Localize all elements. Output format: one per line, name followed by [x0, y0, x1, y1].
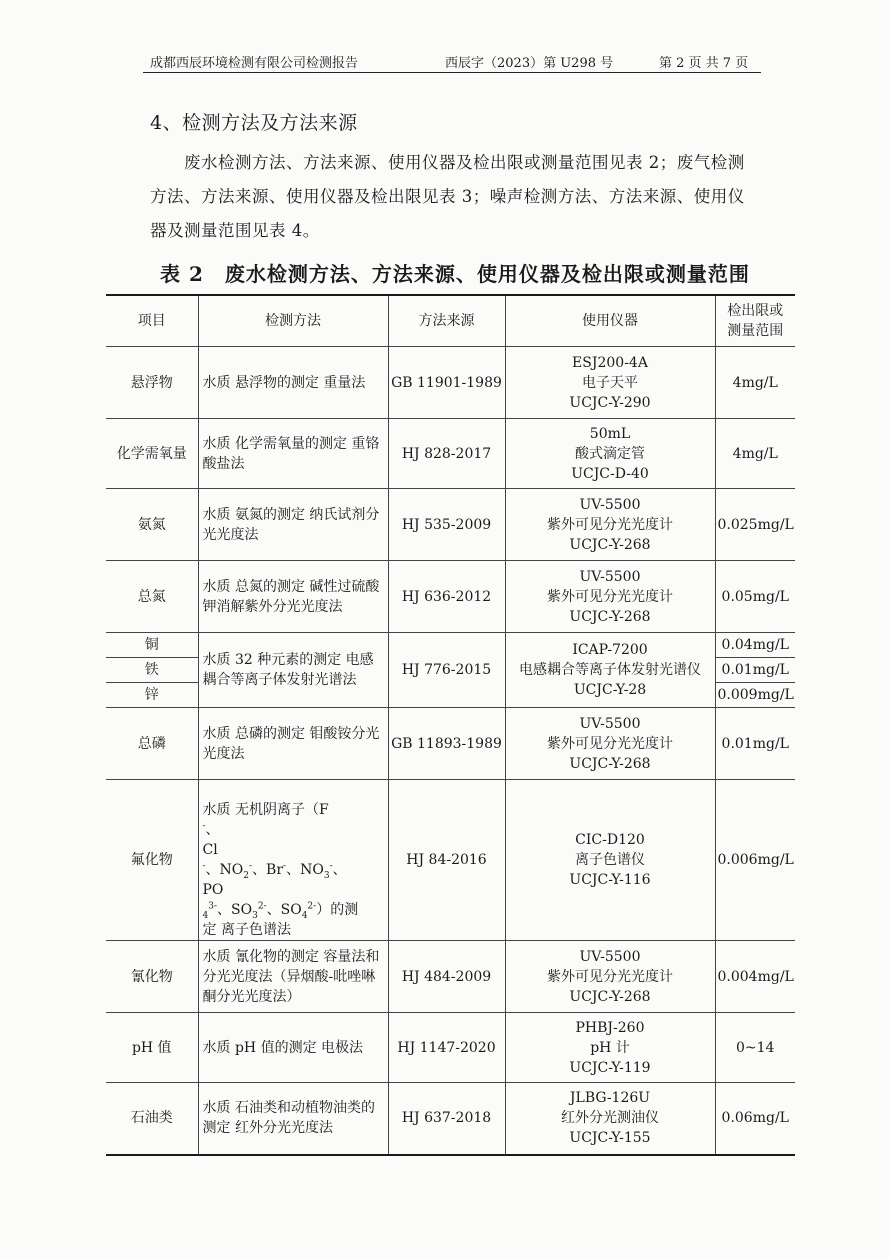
- cell-instrument: UV-5500 紫外可见分光光度计 UCJC-Y-268: [505, 561, 715, 633]
- cell-item: 总磷: [106, 708, 198, 780]
- cell-item: pH 值: [106, 1013, 198, 1083]
- table-row: [106, 347, 795, 419]
- table-header-row: [106, 295, 795, 347]
- cell-item: 氟化物: [106, 780, 198, 941]
- cell-source: HJ 776-2015: [388, 633, 505, 708]
- cell-item: 氨氮: [106, 489, 198, 561]
- cell-source: HJ 637-2018: [388, 1083, 505, 1155]
- cell-limit: 0.006mg/L: [715, 780, 795, 941]
- header-limit: 检出限或 测量范围: [715, 295, 795, 347]
- table-row: [106, 941, 795, 1013]
- cell-limit: 0.05mg/L: [715, 561, 795, 633]
- cell-source: HJ 84-2016: [388, 780, 505, 941]
- cell-limit: 0.04mg/L: [715, 633, 795, 658]
- cell-item: 石油类: [106, 1083, 198, 1155]
- cell-limit: 0.009mg/L: [715, 683, 795, 708]
- header-company: 成都西辰环境检测有限公司检测报告: [150, 56, 359, 71]
- cell-instrument: ICAP-7200 电感耦合等离子体发射光谱仪 UCJC-Y-28: [505, 633, 715, 708]
- cell-instrument: CIC-D120 离子色谱仪 UCJC-Y-116: [505, 780, 715, 941]
- header-source: 方法来源: [388, 295, 505, 347]
- cell-instrument: JLBG-126U 红外分光测油仪 UCJC-Y-155: [505, 1083, 715, 1155]
- cell-item: 悬浮物: [106, 347, 198, 419]
- cell-source: HJ 535-2009: [388, 489, 505, 561]
- header-report-no: 西辰字（2023）第 U298 号: [445, 56, 614, 71]
- cell-instrument: PHBJ-260 pH 计 UCJC-Y-119: [505, 1013, 715, 1083]
- methods-table: [106, 294, 795, 1156]
- table-row: [106, 489, 795, 561]
- cell-instrument: 50mL 酸式滴定管 UCJC-D-40: [505, 419, 715, 489]
- table-row: [106, 561, 795, 633]
- cell-source: HJ 484-2009: [388, 941, 505, 1013]
- cell-limit: 4mg/L: [715, 419, 795, 489]
- header-item: 项目: [106, 295, 198, 347]
- cell-item: 总氮: [106, 561, 198, 633]
- cell-instrument: ESJ200-4A 电子天平 UCJC-Y-290: [505, 347, 715, 419]
- table-row: [106, 633, 795, 658]
- table-row: [106, 708, 795, 780]
- cell-item: 铁: [106, 658, 198, 683]
- cell-method: 水质 pH 值的测定 电极法: [198, 1013, 388, 1083]
- cell-limit: 0.025mg/L: [715, 489, 795, 561]
- cell-instrument: UV-5500 紫外可见分光光度计 UCJC-Y-268: [505, 489, 715, 561]
- cell-item: 锌: [106, 683, 198, 708]
- cell-limit: 0.01mg/L: [715, 708, 795, 780]
- cell-source: GB 11901-1989: [388, 347, 505, 419]
- cell-method: 水质 氰化物的测定 容量法和分光光度法（异烟酸-吡唑啉酮分光光度法）: [198, 941, 388, 1013]
- header-page: 第 2 页 共 7 页: [659, 56, 749, 71]
- cell-limit: 0~14: [715, 1013, 795, 1083]
- cell-limit: 4mg/L: [715, 347, 795, 419]
- cell-item: 铜: [106, 633, 198, 658]
- cell-source: HJ 828-2017: [388, 419, 505, 489]
- cell-method: 水质 无机阴离子（F -、 Cl -、$NO_2^-$、Br-、$NO_3^-$、 PO $_4^{3-}$、$SO_3^{2-}$、$SO_4^{2-}$）的测 定 离子色谱法: [198, 780, 388, 941]
- cell-method: 水质 石油类和动植物油类的测定 红外分光光度法: [198, 1083, 388, 1155]
- cell-method: 水质 氨氮的测定 纳氏试剂分光光度法: [198, 489, 388, 561]
- section-paragraph: 废水检测方法、方法来源、使用仪器及检出限或测量范围见表 2；废气检测方法、方法来源、使用仪器及检出限见表 3；噪声检测方法、方法来源、使用仪器及测量范围见表 4。: [150, 153, 745, 240]
- table-row: [106, 419, 795, 489]
- cell-method: 水质 悬浮物的测定 重量法: [198, 347, 388, 419]
- header-instrument: 使用仪器: [505, 295, 715, 347]
- cell-limit: 0.01mg/L: [715, 658, 795, 683]
- cell-source: HJ 1147-2020: [388, 1013, 505, 1083]
- cell-item: 化学需氧量: [106, 419, 198, 489]
- cell-method: 水质 32 种元素的测定 电感耦合等离子体发射光谱法: [198, 633, 388, 708]
- section-title: 4、检测方法及方法来源: [150, 112, 358, 134]
- cell-limit: 0.06mg/L: [715, 1083, 795, 1155]
- table-row: [106, 780, 795, 941]
- cell-limit: 0.004mg/L: [715, 941, 795, 1013]
- table-row: [106, 1013, 795, 1083]
- cell-instrument: UV-5500 紫外可见分光光度计 UCJC-Y-268: [505, 941, 715, 1013]
- table-row: [106, 1083, 795, 1155]
- header-rule: [143, 72, 761, 73]
- cell-instrument: UV-5500 紫外可见分光光度计 UCJC-Y-268: [505, 708, 715, 780]
- cell-source: GB 11893-1989: [388, 708, 505, 780]
- cell-method: 水质 总磷的测定 钼酸铵分光光度法: [198, 708, 388, 780]
- cell-item: 氰化物: [106, 941, 198, 1013]
- cell-method: 水质 总氮的测定 碱性过硫酸钾消解紫外分光光度法: [198, 561, 388, 633]
- header-method: 检测方法: [198, 295, 388, 347]
- table-title: 表 2 废水检测方法、方法来源、使用仪器及检出限或测量范围: [160, 262, 750, 286]
- cell-method: 水质 化学需氧量的测定 重铬酸盐法: [198, 419, 388, 489]
- cell-source: HJ 636-2012: [388, 561, 505, 633]
